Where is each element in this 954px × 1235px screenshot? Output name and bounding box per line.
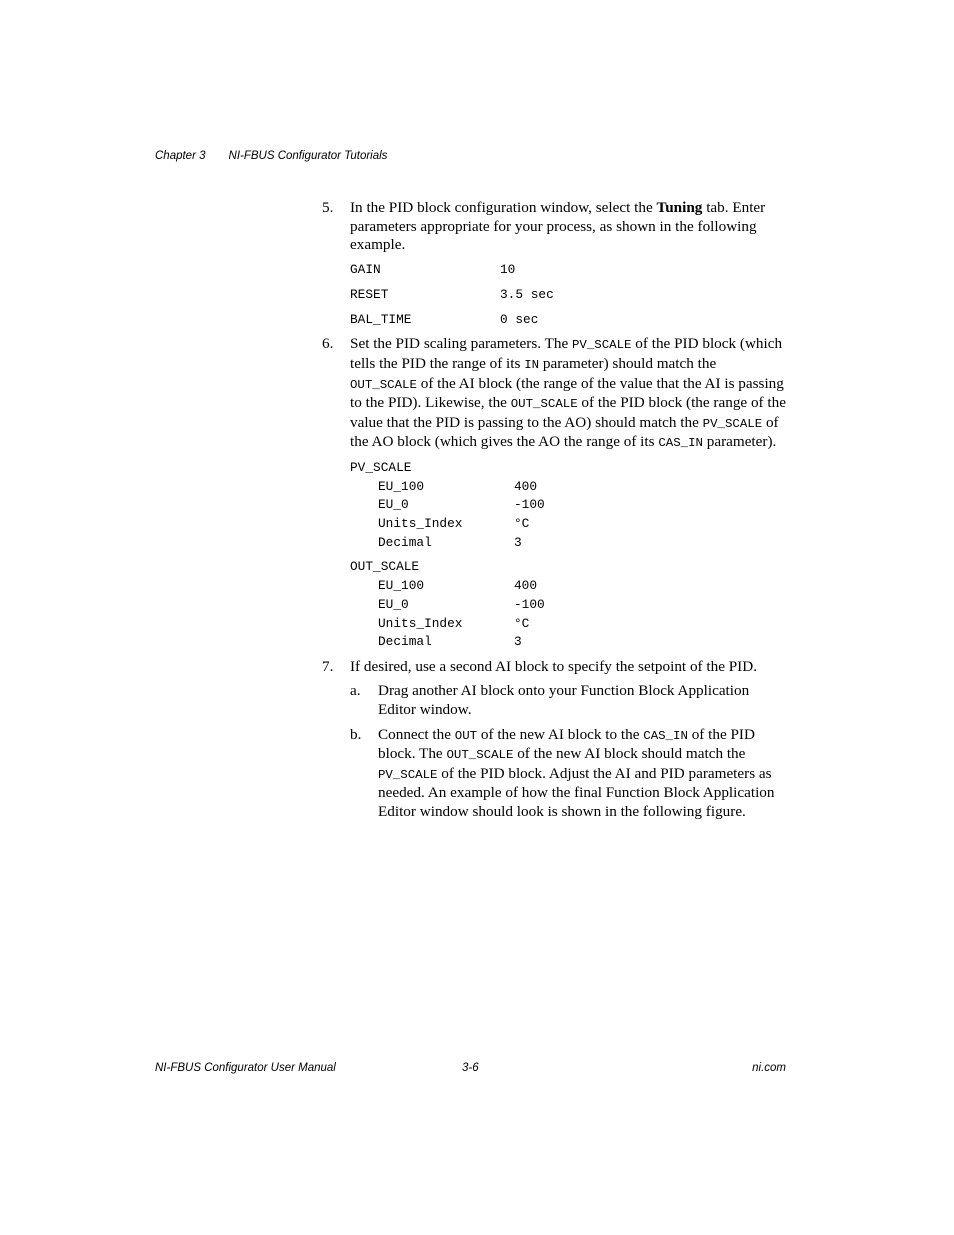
- step-text: of the new AI block to the: [477, 725, 644, 743]
- step-text: of the new AI block should match the: [513, 745, 746, 763]
- chapter-title: NI-FBUS Configurator Tutorials: [228, 150, 388, 162]
- out-scale-group: [322, 558, 786, 651]
- step-text: of the AO block (which gives the AO the range of its: [350, 413, 779, 451]
- step-text: of the PID block. Adjust the AI and PID parameters as needed. An example of how the final Function Block Application Editor window should look is shown in the following figure.: [378, 764, 775, 821]
- step-5: [322, 199, 786, 255]
- footer-page-number: 3-6: [462, 1062, 479, 1074]
- chapter-label: Chapter 3: [155, 150, 206, 162]
- step-number: 7.: [322, 657, 334, 675]
- substep-b: [322, 726, 786, 822]
- param-row: [350, 496, 786, 515]
- step-number: 5.: [322, 199, 334, 216]
- param-name: EU_0: [378, 596, 409, 612]
- param-row: [350, 515, 786, 534]
- param-name: EU_100: [378, 578, 425, 594]
- step-text: of the PID block (the range of the value that the PID is passing to the AO) should match the: [350, 394, 786, 431]
- code-term: IN: [524, 358, 540, 373]
- code-term: CAS_IN: [658, 436, 703, 451]
- param-name: Decimal: [378, 634, 432, 650]
- footer-website-link[interactable]: ni.com: [752, 1062, 786, 1074]
- param-value: °C: [514, 615, 530, 631]
- param-row: [350, 596, 786, 615]
- param-value: 0 sec: [500, 311, 539, 327]
- footer-manual-title: NI-FBUS Configurator User Manual: [155, 1062, 336, 1074]
- param-value: 400: [514, 478, 538, 494]
- param-value: -100: [514, 497, 545, 513]
- param-name: GAIN: [350, 261, 381, 277]
- code-term: OUT_SCALE: [510, 397, 578, 412]
- step-text: In the PID block configuration window, select the: [350, 199, 657, 216]
- param-name: Units_Index: [378, 615, 463, 631]
- page-body: [322, 199, 786, 822]
- code-term: PV_SCALE: [571, 338, 632, 353]
- param-row: [350, 261, 786, 280]
- param-name: BAL_TIME: [350, 311, 412, 327]
- code-term: CAS_IN: [643, 728, 688, 743]
- step-text: tab. Enter parameters appropriate for your process, as shown in the following example.: [350, 199, 766, 254]
- step-7: [322, 658, 786, 677]
- param-row: [350, 478, 786, 497]
- param-name: EU_100: [378, 478, 425, 494]
- step-6: [322, 335, 786, 453]
- param-name: Decimal: [378, 534, 432, 550]
- param-value: 400: [514, 578, 538, 594]
- step-text: of the PID block (which tells the PID the range of its: [350, 335, 783, 373]
- step-text: parameter).: [702, 433, 777, 451]
- step-text: If desired, use a second AI block to specify the setpoint of the PID.: [350, 657, 758, 675]
- code-term: OUT: [454, 728, 478, 743]
- step-text: Drag another AI block onto your Function Block Application Editor window.: [378, 682, 750, 719]
- param-value: 3: [514, 534, 522, 550]
- step-number: 6.: [322, 335, 334, 353]
- substep-letter: b.: [350, 725, 362, 743]
- param-row: [350, 577, 786, 596]
- running-header: [155, 150, 387, 162]
- param-value: 3: [514, 634, 522, 650]
- step-text: of the PID block. The: [378, 725, 755, 763]
- param-name: EU_0: [378, 497, 409, 513]
- param-value: -100: [514, 596, 545, 612]
- param-row: [350, 633, 786, 652]
- param-value: 3.5 sec: [500, 286, 554, 302]
- param-name: Units_Index: [378, 516, 463, 532]
- param-value: °C: [514, 516, 530, 532]
- param-row: [350, 311, 786, 330]
- tuning-parameters: [322, 261, 786, 330]
- step-text: Set the PID scaling parameters. The: [350, 335, 572, 353]
- param-value: 10: [500, 261, 516, 277]
- group-title: PV_SCALE: [350, 460, 412, 475]
- code-term: OUT_SCALE: [350, 377, 417, 392]
- group-title: OUT_SCALE: [350, 559, 420, 575]
- param-row: [350, 615, 786, 634]
- step-text: Connect the: [378, 725, 455, 743]
- param-row: [350, 286, 786, 305]
- tuning-tab-name: Tuning: [656, 199, 703, 216]
- code-term: OUT_SCALE: [446, 748, 514, 763]
- pv-scale-group: [322, 459, 786, 552]
- substep-a: [322, 682, 786, 719]
- param-row: [350, 534, 786, 553]
- code-term: PV_SCALE: [702, 416, 763, 431]
- code-term: PV_SCALE: [378, 767, 438, 782]
- step-text: parameter) should match the: [539, 355, 717, 373]
- step-text: of the AI block (the range of the value that the AI is passing to the PID). Likewise, the: [350, 374, 784, 412]
- substep-letter: a.: [350, 682, 361, 700]
- param-name: RESET: [350, 286, 389, 302]
